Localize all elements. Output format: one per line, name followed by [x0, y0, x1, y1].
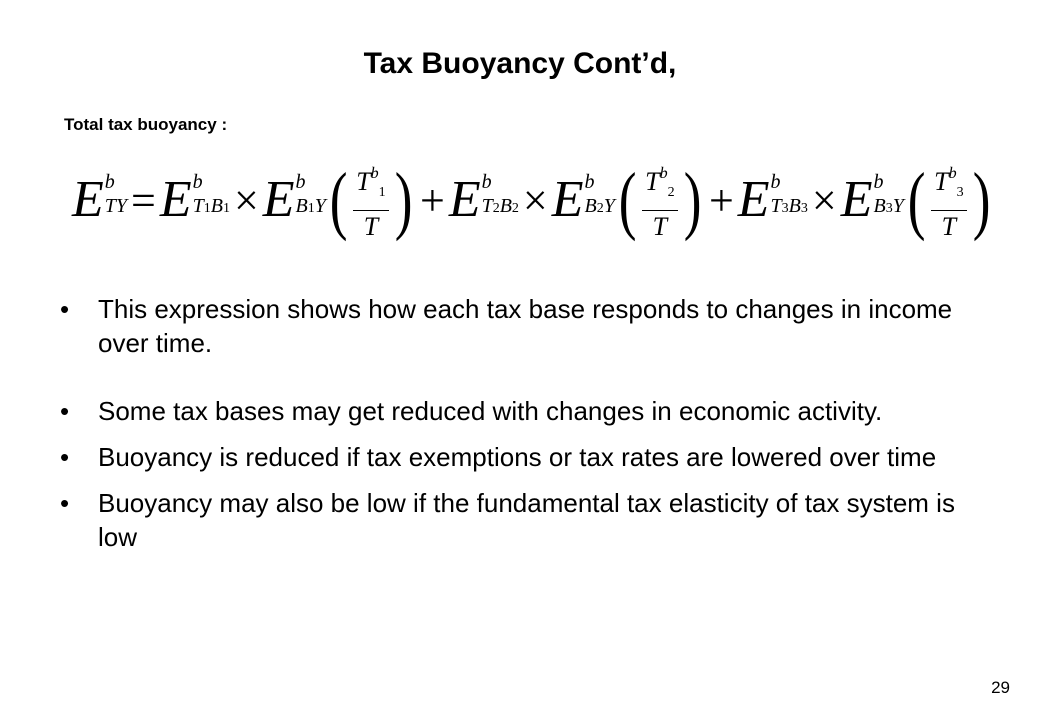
bullet-text: Some tax bases may get reduced with changes in economic activity.: [98, 396, 883, 426]
formula-numerator-index: 3: [956, 185, 964, 200]
formula-lhs: [72, 172, 127, 228]
formula-superscript: b: [770, 171, 781, 193]
formula-elasticity-symbol: [738, 172, 808, 228]
formula-plus: +: [708, 175, 734, 225]
bullet-item: [60, 486, 990, 554]
formula-numerator: $T^b_2$: [642, 157, 677, 211]
bullet-item: [60, 440, 990, 474]
formula-scripts: [482, 172, 519, 219]
formula-terms: [160, 157, 994, 243]
formula-superscript: b: [481, 171, 492, 193]
formula-symbol: E: [448, 171, 481, 228]
formula-denominator: T: [941, 212, 957, 241]
formula-numerator-superscript: b: [948, 165, 957, 182]
formula-elasticity-symbol: [263, 172, 326, 228]
bullet-marker: •: [60, 396, 70, 426]
formula-left-paren: (: [907, 158, 926, 242]
formula-index: 2: [511, 201, 519, 216]
formula-elasticity-symbol: [449, 172, 519, 228]
bullet-list: [60, 292, 990, 554]
total-tax-buoyancy-formula: [72, 155, 991, 245]
formula-index: 1: [222, 201, 230, 216]
formula-denominator: T: [652, 212, 668, 241]
bullet-marker: •: [60, 442, 70, 472]
bullet-text: This expression shows how each tax base responds to changes in income over time.: [98, 294, 953, 358]
bullet-marker: •: [60, 488, 70, 518]
formula-fraction: [353, 157, 388, 243]
formula-symbol: E: [262, 171, 295, 228]
formula-superscript: b: [104, 171, 115, 193]
formula-caption: Total tax buoyancy :: [64, 115, 228, 134]
bullet-text: Buoyancy is reduced if tax exemptions or tax rates are lowered over time: [98, 442, 937, 472]
formula-scripts: [585, 172, 615, 219]
formula-left-paren: (: [329, 158, 348, 242]
formula-subscript: T2B2: [481, 195, 519, 217]
formula-right-paren: ): [394, 158, 413, 242]
formula-index: 3: [781, 201, 789, 216]
formula-index: 1: [203, 201, 211, 216]
formula-symbol: E: [159, 171, 192, 228]
formula-symbol: E: [840, 171, 873, 228]
formula-subscript: B3Y: [873, 195, 904, 217]
formula-numerator-index: 2: [667, 185, 675, 200]
formula-right-paren: ): [683, 158, 702, 242]
formula-subscript: T3B3: [770, 195, 808, 217]
formula-index: 2: [492, 201, 500, 216]
formula-symbol: E: [72, 171, 104, 228]
formula-numerator-superscript: b: [659, 165, 668, 182]
formula-elasticity-symbol: [841, 172, 904, 228]
formula-subscript: B2Y: [584, 195, 615, 217]
bullet-item: [60, 394, 990, 428]
formula-numerator-index: 1: [378, 185, 386, 200]
formula-subscript: TY: [104, 195, 128, 217]
bullet-item: [60, 292, 990, 360]
formula-elasticity-symbol: [160, 172, 230, 228]
formula-plus: +: [419, 175, 445, 225]
formula-index: 2: [596, 201, 604, 216]
formula-numerator: $T^b_1$: [353, 157, 388, 211]
formula-index: 3: [885, 201, 893, 216]
formula-elasticity-symbol: [552, 172, 615, 228]
formula-scripts: [771, 172, 808, 219]
slide-title: Tax Buoyancy Cont’d,: [363, 47, 677, 80]
formula-times: ×: [522, 175, 548, 225]
formula-fraction: [931, 157, 966, 243]
formula-left-paren: (: [618, 158, 637, 242]
page-number: 29: [991, 678, 1010, 697]
formula-superscript: b: [873, 171, 884, 193]
formula-numerator: $T^b_3$: [931, 157, 966, 211]
bullet-marker: •: [60, 294, 70, 324]
formula-equals: =: [131, 175, 156, 225]
formula-scripts: [296, 172, 326, 219]
formula-subscript: B1Y: [295, 195, 326, 217]
formula-index: 3: [800, 201, 808, 216]
formula-scripts: [873, 172, 903, 219]
formula-fraction: [642, 157, 677, 243]
formula-times: ×: [233, 175, 259, 225]
formula-symbol: E: [551, 171, 584, 228]
formula-denominator: T: [363, 212, 379, 241]
formula-numerator-superscript: b: [370, 165, 379, 182]
formula-superscript: b: [584, 171, 595, 193]
bullet-text: Buoyancy may also be low if the fundamental tax elasticity of tax system is low: [98, 488, 955, 552]
formula-scripts: [193, 172, 230, 219]
formula-superscript: b: [192, 171, 203, 193]
formula-superscript: b: [295, 171, 306, 193]
formula-times: ×: [811, 175, 837, 225]
formula-right-paren: ): [972, 158, 991, 242]
formula-symbol: E: [737, 171, 770, 228]
formula-index: 1: [307, 201, 315, 216]
formula-subscript: T1B1: [192, 195, 230, 217]
